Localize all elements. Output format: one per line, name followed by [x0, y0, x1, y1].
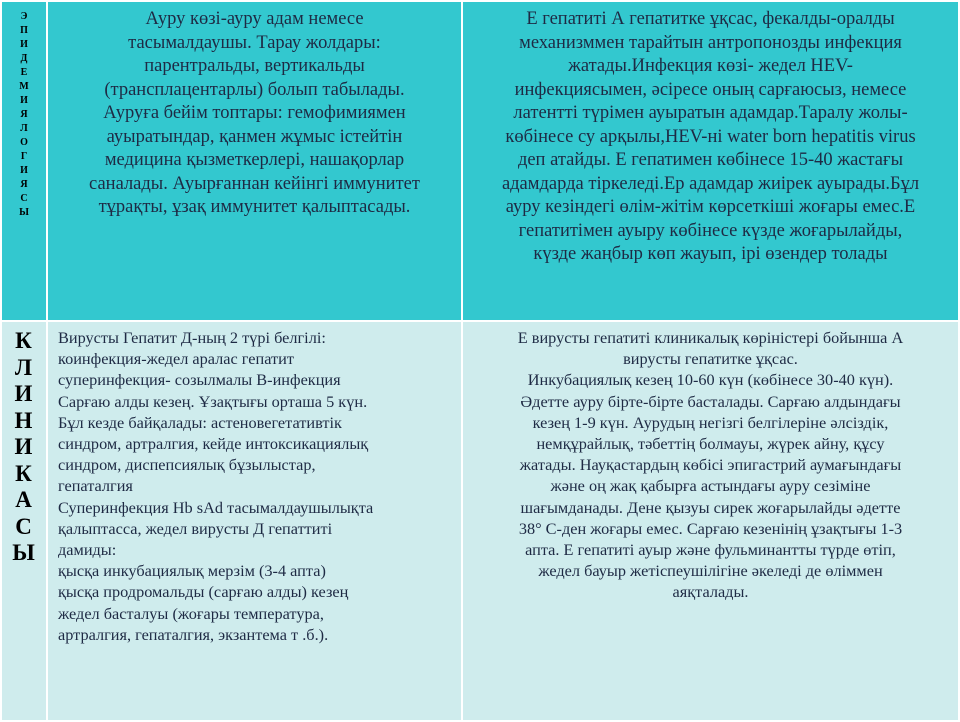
- epidemiology-label-letter: И: [20, 95, 28, 106]
- clinic-hepatitis-e-cell: [462, 321, 959, 721]
- epidemiology-hepatitis-d-text: Ауру көзі-ауру адам немесе тасымалдаушы. Тарау жолдары: парентральды, вертикальды (трансплацентарлы) болып табылады. Ауруға бейім топтары: гемофимиямен ауыратындар, қанмен жұмыс істейтін медицина қызметкерлері, нашақорлар саналады. Ауырғаннан кейінгі иммунитет тұрақты, ұзақ иммунитет қалыптасады.: [89, 9, 420, 217]
- clinic-label-letter: Л: [14, 354, 34, 380]
- clinic-label-letter: К: [15, 460, 33, 486]
- epidemiology-label-letter: М: [19, 81, 29, 92]
- clinic-hepatitis-e-text: Е вирусты гепатиті клиникалық көріністері бойынша А вирусты гепатитке ұқсас. Инкубациялық кезең 10-60 күн (көбінесе 30-40 күн). Әдетте ауру бірте-бірте басталады. Сарғаю алдындағы кезең 1-9 күн. Аурудың негізгі белгілеріне әлсіздік, немқұрайлық, тәбеттің болмауы, жүрек айну, құсу жатады. Науқастардың көбісі эпигастрий аумағындағы және оң жақ қабырға астындағы ауру сезіміне шағымданады. Дене қызуы сирек жоғарылайды әдетте 38° С-ден жоғары емес. Сарғаю кезенінің ұзақтығы 1-3 апта. Е гепатиті ауыр және фульминантты түрде өтіп, жедел бауыр жетіспеушілігіне әкеледі де өліммен аяқталады.: [517, 328, 904, 602]
- epidemiology-label-letter: Ы: [19, 207, 29, 218]
- clinic-label-letter: И: [14, 381, 34, 406]
- epidemiology-label-letter: Л: [20, 123, 28, 134]
- clinic-row: [1, 321, 959, 721]
- epidemiology-label-letter: Г: [20, 151, 28, 162]
- clinic-hepatitis-d-cell: [47, 321, 462, 721]
- clinic-label-letter: Н: [14, 407, 34, 433]
- epidemiology-label-letter: Я: [20, 179, 28, 190]
- epidemiology-label-letter: Д: [20, 53, 28, 64]
- epidemiology-label-letter: И: [20, 165, 28, 176]
- epidemiology-hepatitis-e-cell: [462, 1, 959, 321]
- epidemiology-label-cell: [1, 1, 47, 321]
- epidemiology-label-letter: О: [20, 137, 28, 148]
- epidemiology-label-letter: Э: [20, 11, 28, 22]
- clinic-vertical-label: [2, 322, 46, 567]
- clinic-label-letter: Ы: [12, 540, 36, 565]
- epidemiology-label-letter: Я: [20, 109, 28, 120]
- epidemiology-row: [1, 1, 959, 321]
- clinic-label-cell: [1, 321, 47, 721]
- clinic-label-letter: К: [15, 328, 33, 353]
- epidemiology-hepatitis-e-text: Е гепатиті А гепатитке ұқсас, фекалды-оралды механизммен тарайтын антропонозды инфекция жатады.Инфекция көзі- жедел HEV- инфекциясымен, әсіресе оның сарғаюсыз, немесе латентті түрімен ауыратын адамдар.Таралу жолы- көбінесе су арқылы,HEV-ні water born hepatitis virus деп атайды. Е гепатимен көбінесе 15-40 жастағы адамдарда тіркеледі.Ер адамдар жиірек ауырады.Бұл ауру кезіндегі өлім-жітім көрсеткіші жоғары емес.Е гепатитімен ауыру көбінесе күзде жоғарылайды, күзде жаңбыр көп жауып, ірі өзендер толады: [501, 9, 920, 264]
- epidemiology-vertical-label: [2, 2, 46, 220]
- clinic-hepatitis-d-text: Вирусты Гепатит Д-ның 2 түрі белгілі: коинфекция-жедел аралас гепатит суперинфекция- созылмалы В-инфекция Сарғаю алды кезең. Ұзақтығы орташа 5 күн. Бұл кезде байқалады: астеновегетативтік синдром, артралгия, кейде интоксикациялық синдром, диспепсиялық бұзылыстар, гепаталгия Суперинфекция Hb sAd тасымалдаушылықта қалыптасса, жедел вирусты Д гепаттиті дамиды: қысқа инкубациялық мерзім (3-4 апта) қысқа продромальды (сарғаю алды) кезең жедел басталуы (жоғары температура, артралгия, гепаталгия, экзантема т .б.).: [58, 328, 374, 644]
- clinic-label-letter: С: [15, 513, 33, 539]
- epidemiology-hepatitis-d-cell: [47, 1, 462, 321]
- clinic-label-letter: А: [15, 487, 33, 512]
- epidemiology-label-letter: Е: [20, 67, 28, 78]
- epidemiology-label-letter: И: [20, 39, 28, 50]
- epidemiology-label-letter: П: [20, 25, 28, 36]
- epidemiology-label-letter: С: [20, 193, 28, 204]
- clinic-label-letter: И: [14, 434, 34, 459]
